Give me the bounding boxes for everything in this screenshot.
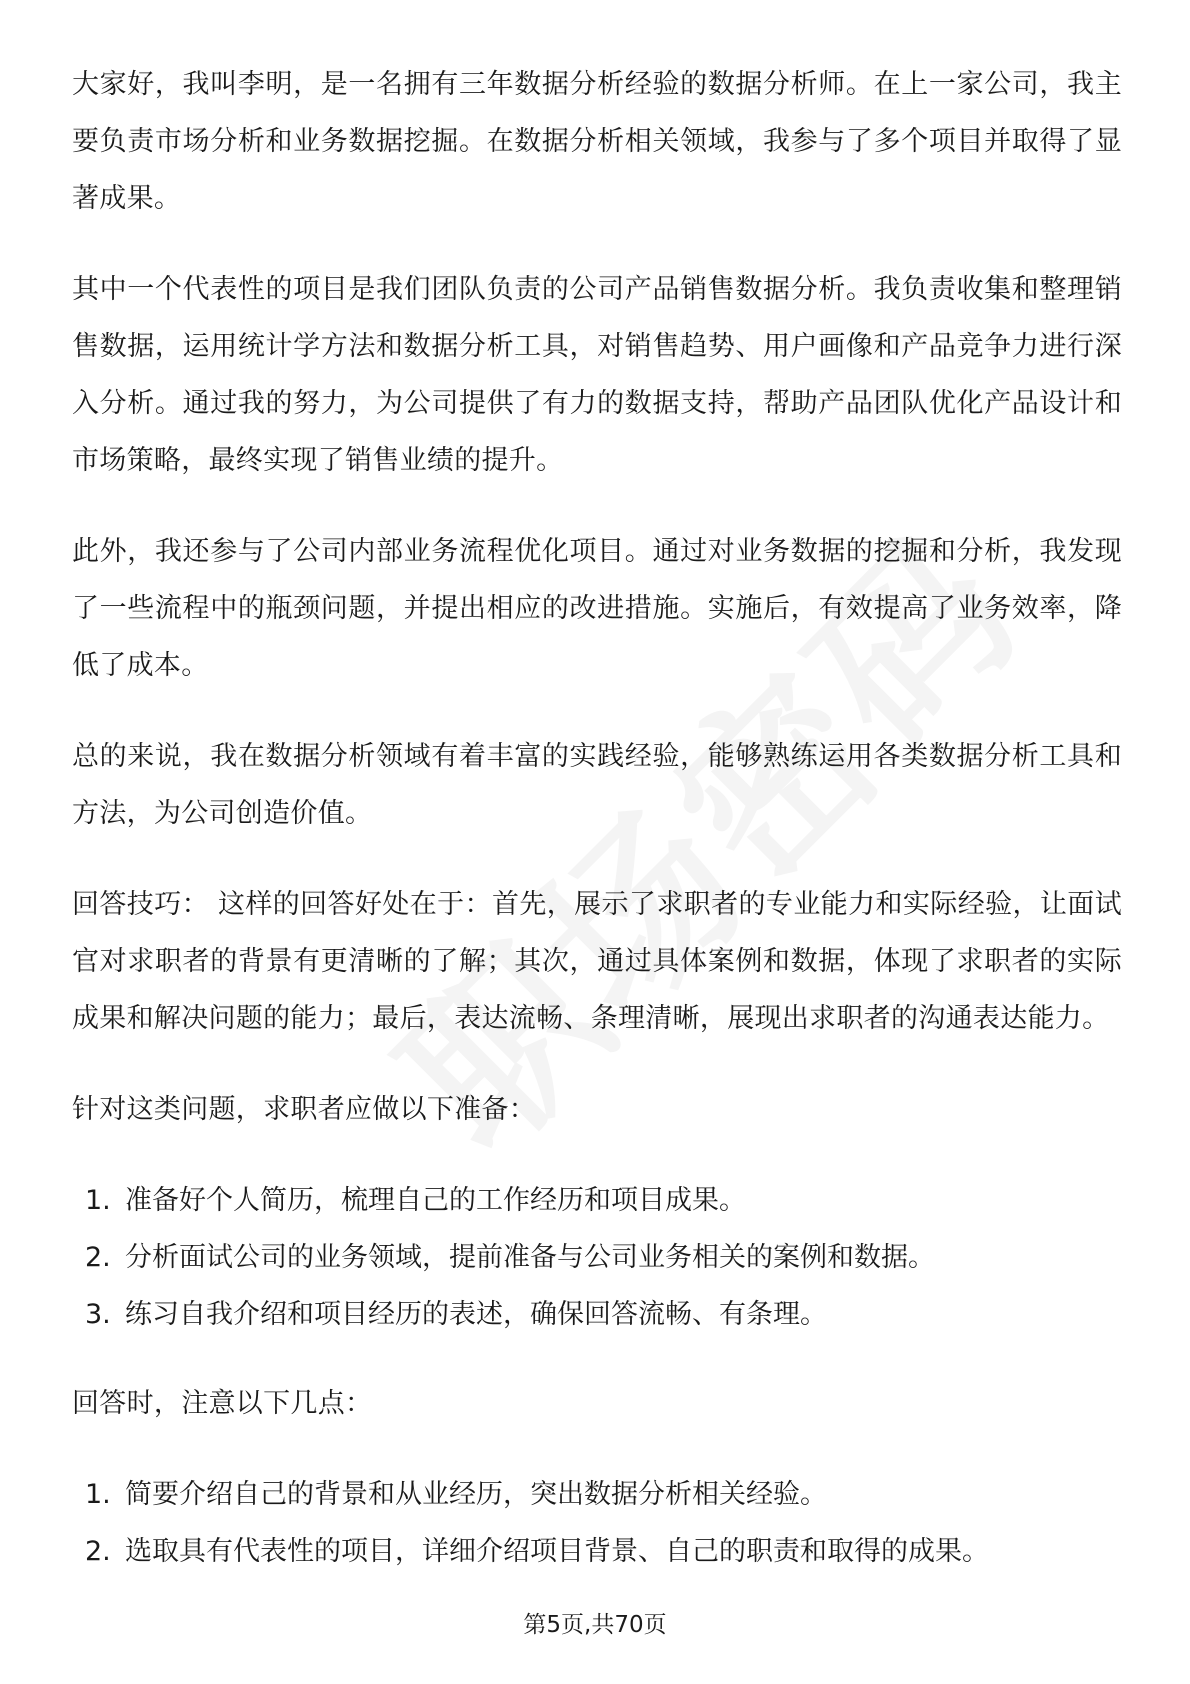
list-number: 1.	[85, 1185, 111, 1216]
list-item	[72, 1229, 1122, 1286]
list-item	[72, 1286, 1122, 1343]
list-number: 3.	[85, 1299, 111, 1330]
prep-list	[72, 1172, 1122, 1343]
page-number: 第5页,共70页	[523, 1612, 667, 1638]
notes-heading: 回答时，注意以下几点：	[72, 1388, 373, 1419]
list-text: 分析面试公司的业务领域，提前准备与公司业务相关的案例和数据。	[125, 1242, 935, 1273]
prep-heading: 针对这类问题，求职者应做以下准备：	[72, 1094, 537, 1125]
summary-paragraph: 总的来说，我在数据分析领域有着丰富的实践经验，能够熟练运用各类数据分析工具和方法，为公司创造价值。	[72, 741, 1122, 829]
list-item	[72, 1466, 1122, 1523]
list-item	[72, 1523, 1122, 1580]
project-paragraph: 其中一个代表性的项目是我们团队负责的公司产品销售数据分析。我负责收集和整理销售数据，运用统计学方法和数据分析工具，对销售趋势、用户画像和产品竞争力进行深入分析。通过我的努力，为公司提供了有力的数据支持，帮助产品团队优化产品设计和市场策略，最终实现了销售业绩的提升。	[72, 274, 1122, 476]
list-text: 练习自我介绍和项目经历的表述，确保回答流畅、有条理。	[125, 1299, 827, 1330]
list-text: 准备好个人简历，梳理自己的工作经历和项目成果。	[125, 1185, 746, 1216]
process-paragraph: 此外，我还参与了公司内部业务流程优化项目。通过对业务数据的挖掘和分析，我发现了一些流程中的瓶颈问题，并提出相应的改进措施。实施后，有效提高了业务效率，降低了成本。	[72, 536, 1122, 681]
list-number: 2.	[85, 1536, 111, 1567]
list-text: 简要介绍自己的背景和从业经历，突出数据分析相关经验。	[125, 1479, 827, 1510]
intro-paragraph: 大家好，我叫李明，是一名拥有三年数据分析经验的数据分析师。在上一家公司，我主要负责市场分析和业务数据挖掘。在数据分析相关领域，我参与了多个项目并取得了显著成果。	[72, 69, 1122, 214]
tips-paragraph: 回答技巧： 这样的回答好处在于：首先，展示了求职者的专业能力和实际经验，让面试官对求职者的背景有更清晰的了解；其次，通过具体案例和数据，体现了求职者的实际成果和解决问题的能力；最后，表达流畅、条理清晰，展现出求职者的沟通表达能力。	[72, 889, 1122, 1034]
document-body	[72, 56, 1122, 1612]
list-number: 1.	[85, 1479, 111, 1510]
notes-list	[72, 1466, 1122, 1580]
list-item	[72, 1172, 1122, 1229]
list-number: 2.	[85, 1242, 111, 1273]
list-text: 选取具有代表性的项目，详细介绍项目背景、自己的职责和取得的成果。	[125, 1536, 989, 1567]
